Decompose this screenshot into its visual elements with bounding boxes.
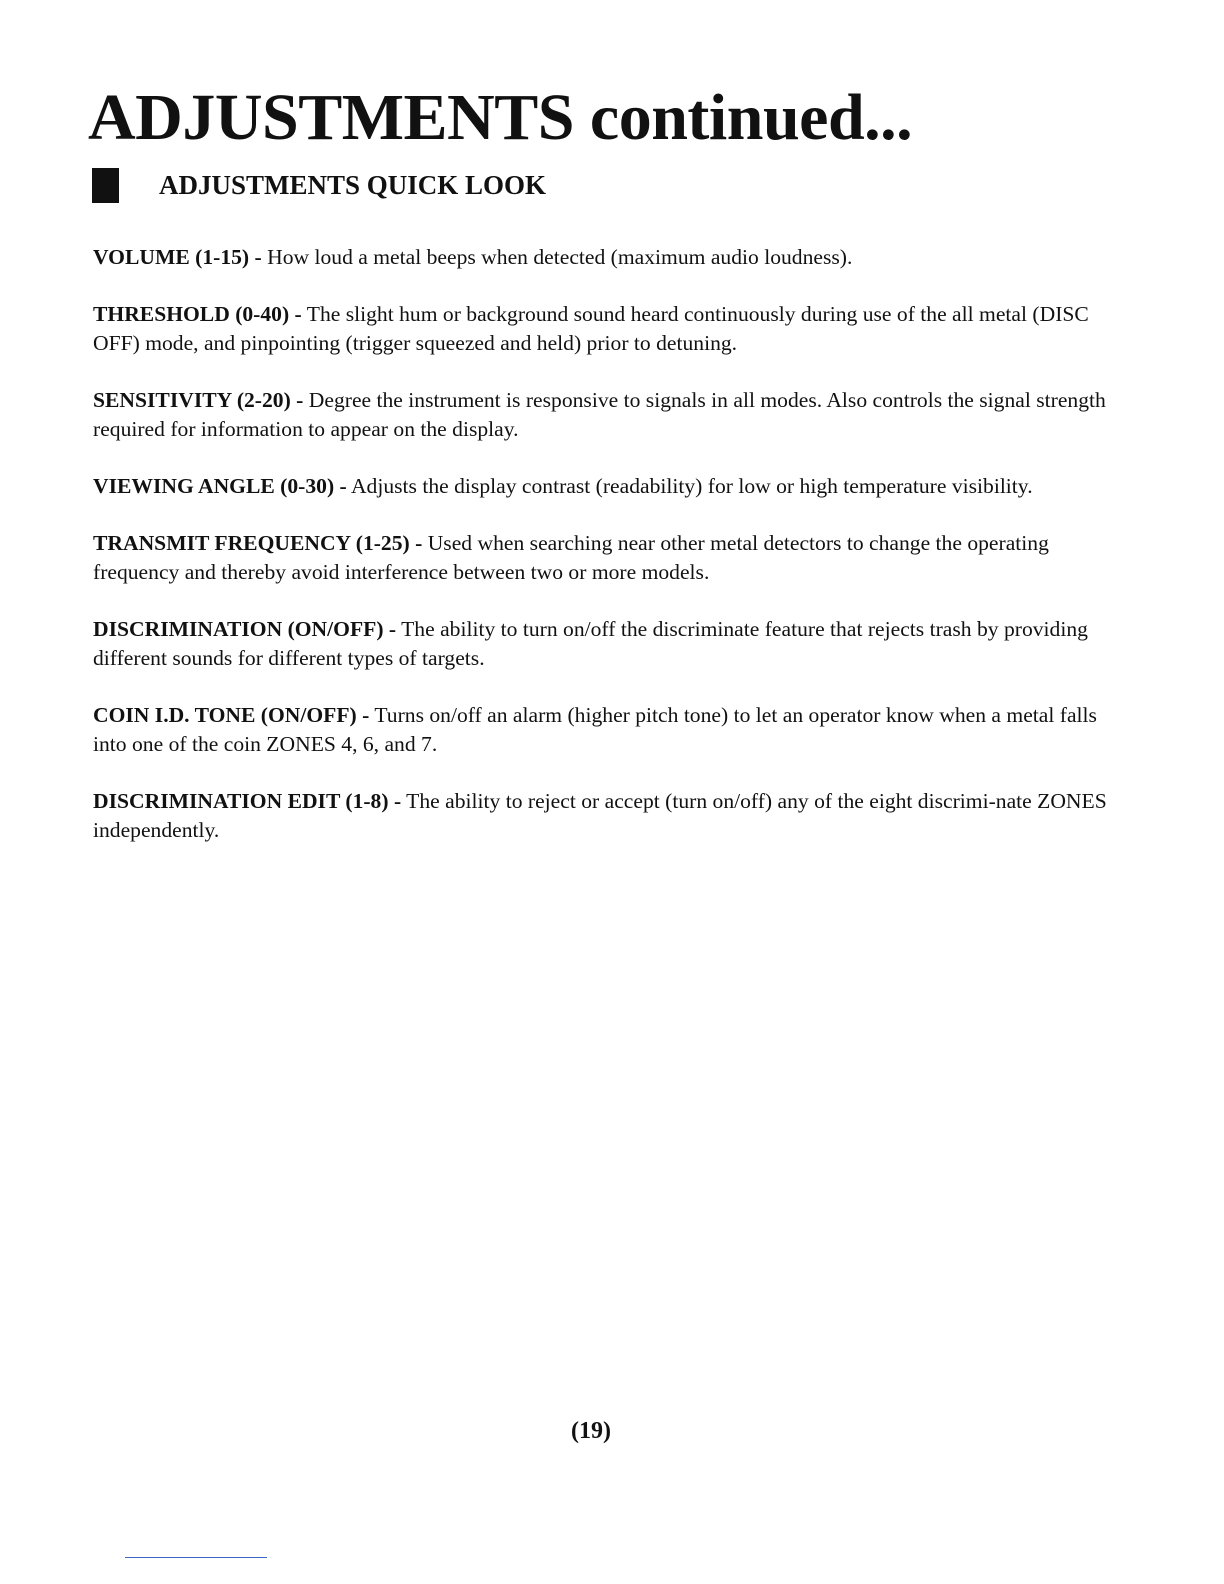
definition-coin-id-tone [93, 701, 1113, 759]
definition-term: SENSITIVITY (2-20) - [93, 388, 304, 412]
definition-threshold [93, 300, 1113, 358]
definition-text: Degree the instrument is responsive to signals in all modes. Also controls the signal strength required for information to appear on the display. [93, 388, 1106, 441]
definition-transmit-frequency [93, 529, 1113, 587]
definitions-list [93, 243, 1113, 873]
section-header [92, 166, 546, 204]
definition-text: How loud a metal beeps when detected (maximum audio loudness). [261, 245, 853, 269]
page-number: (19) [571, 1418, 611, 1444]
definition-term: DISCRIMINATION EDIT (1-8) - [93, 789, 402, 813]
definition-term: VOLUME (1-15) - [93, 245, 262, 269]
definition-term: TRANSMIT FREQUENCY (1-25) - [93, 531, 423, 555]
definition-term: VIEWING ANGLE (0-30) - [93, 474, 347, 498]
definition-viewing-angle [93, 472, 1113, 501]
definition-term: DISCRIMINATION (ON/OFF) - [93, 617, 397, 641]
section-title: ADJUSTMENTS QUICK LOOK [159, 170, 547, 200]
definition-discrimination-edit [93, 787, 1113, 845]
definition-term: THRESHOLD (0-40) - [93, 302, 302, 326]
definition-sensitivity [93, 386, 1113, 444]
definition-text: Used when searching near other metal detectors to change the operating frequency and thereby avoid interference between two or more models. [93, 531, 1049, 584]
definition-text: Adjusts the display contrast (readability) for low or high temperature visibility. [346, 474, 1033, 498]
definition-volume [93, 243, 1113, 272]
page-title: ADJUSTMENTS continued... [88, 81, 913, 154]
definition-text: The slight hum or background sound heard continuously during use of the all metal (DISC OFF) mode, and pinpointing (trigger squeezed and held) prior to detuning. [93, 302, 1089, 355]
definition-text: The ability to turn on/off the discriminate feature that rejects trash by providing different sounds for different types of targets. [93, 617, 1088, 670]
definition-term: COIN I.D. TONE (ON/OFF) - [93, 703, 370, 727]
definition-text: Turns on/off an alarm (higher pitch tone) to let an operator know when a metal falls into one of the coin ZONES 4, 6, and 7. [93, 703, 1097, 756]
scan-artifact-line [125, 1557, 267, 1558]
definition-discrimination [93, 615, 1113, 673]
square-bullet-icon [92, 168, 119, 203]
definition-text: The ability to reject or accept (turn on/off) any of the eight discrimi-nate ZONES independently. [93, 789, 1107, 842]
